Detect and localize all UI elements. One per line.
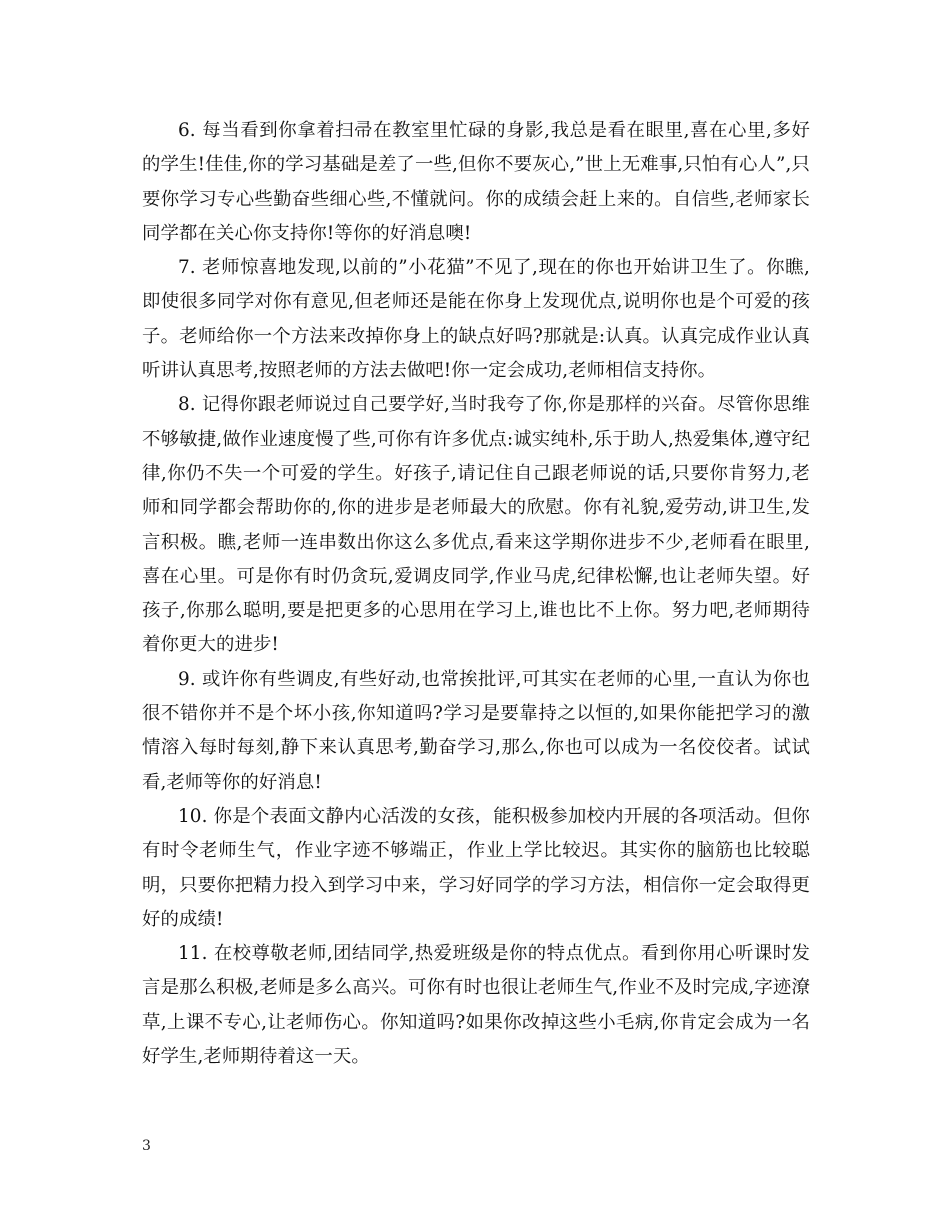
- paragraph-11: 11. 在校尊敬老师,团结同学,热爱班级是你的特点优点。看到你用心听课时发言是那么积极,老师是多么高兴。可你有时也很让老师生气,作业不及时完成,字迹潦草,上课不专心,让老师伤心。你知道吗?如果你改掉这些小毛病,你肯定会成为一名好学生,老师期待着这一天。: [142, 943, 810, 1068]
- paragraph-9: 9. 或许你有些调皮,有些好动,也常挨批评,可其实在老师的心里,一直认为你也很不错你并不是个坏小孩,你知道吗?学习是要靠持之以恒的,如果你能把学习的激情溶入每时每刻,静下来认真思考,勤奋学习,那么,你也可以成为一名佼佼者。试试看,老师等你的好消息!: [142, 668, 810, 793]
- paragraph-8: 8. 记得你跟老师说过自己要学好,当时我夸了你,你是那样的兴奋。尽管你思维不够敏捷,做作业速度慢了些,可你有许多优点:诚实纯朴,乐于助人,热爱集体,遵守纪律,你仍不失一个可爱的学生。好孩子,请记住自己跟老师说的话,只要你肯努力,老师和同学都会帮助你的,你的进步是老师最大的欣慰。你有礼貌,爱劳动,讲卫生,发言积极。瞧,老师一连串数出你这么多优点,看来这学期你进步不少,老师看在眼里,喜在心里。可是你有时仍贪玩,爱调皮同学,作业马虎,纪律松懈,也让老师失望。好孩子,你那么聪明,要是把更多的心思用在学习上,谁也比不上你。努力吧,老师期待着你更大的进步!: [142, 394, 810, 656]
- paragraph-6: 6. 每当看到你拿着扫帚在教室里忙碌的身影,我总是看在眼里,喜在心里,多好的学生!佳佳,你的学习基础是差了一些,但你不要灰心,”世上无难事,只怕有心人”,只要你学习专心些勤奋些细心些,不懂就问。你的成绩会赶上来的。自信些,老师家长同学都在关心你支持你!等你的好消息噢!: [142, 120, 810, 244]
- document-body: [142, 114, 810, 1074]
- paragraph-10: 10. 你是个表面文静内心活泼的女孩，能积极参加校内开展的各项活动。但你有时令老师生气，作业字迹不够端正，作业上学比较迟。其实你的脑筋也比较聪明，只要你把精力投入到学习中来，学习好同学的学习方法，相信你一定会取得更好的成绩!: [142, 805, 810, 930]
- paragraph-7: 7. 老师惊喜地发现,以前的”小花猫”不见了,现在的你也开始讲卫生了。你瞧,即使很多同学对你有意见,但老师还是能在你身上发现优点,说明你也是个可爱的孩子。老师给你一个方法来改掉你身上的缺点好吗?那就是:认真。认真完成作业认真听讲认真思考,按照老师的方法去做吧!你一定会成功,老师相信支持你。: [142, 257, 810, 382]
- page-number: 3: [142, 1138, 151, 1154]
